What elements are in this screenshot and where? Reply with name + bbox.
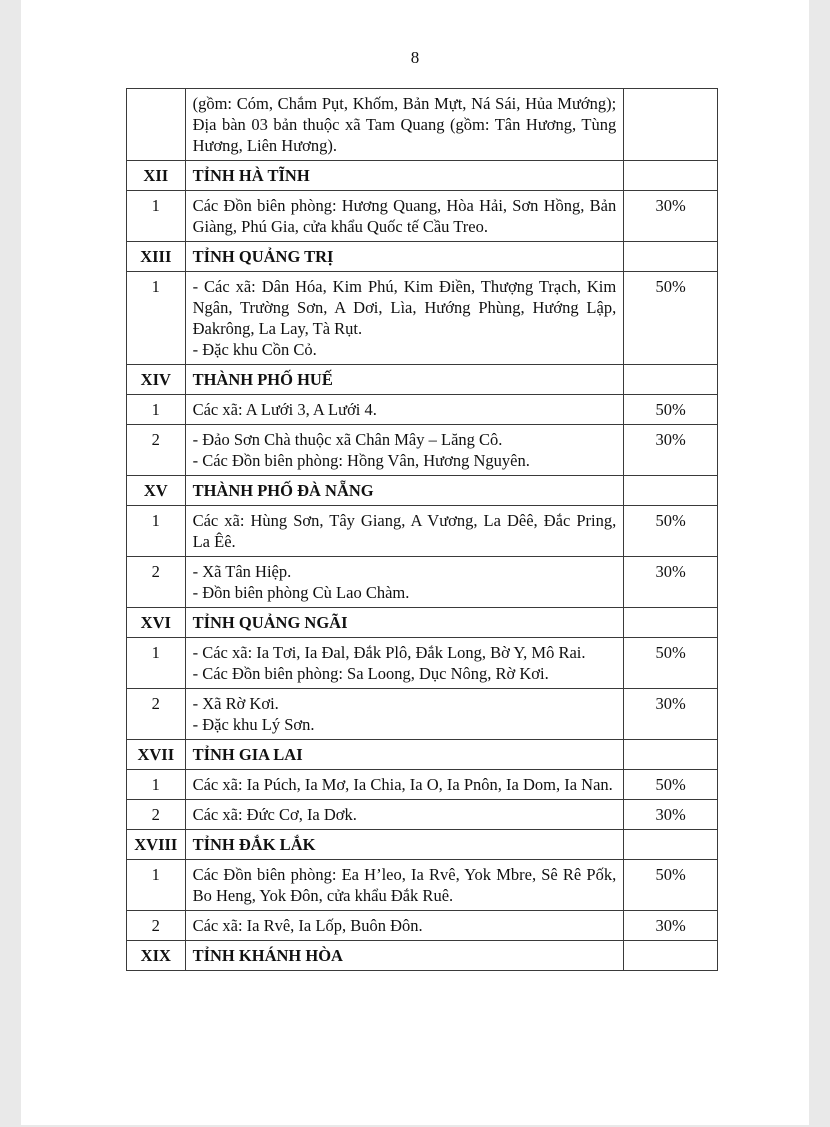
allowance-rate: 30% — [624, 689, 718, 740]
row-description — [185, 800, 624, 830]
table-row — [127, 506, 718, 557]
section-row — [127, 830, 718, 860]
row-number: 1 — [127, 191, 186, 242]
section-number: XII — [127, 161, 186, 191]
row-number — [127, 89, 186, 161]
row-description — [185, 272, 624, 365]
row-number: 2 — [127, 911, 186, 941]
row-description — [185, 638, 624, 689]
description-line: - Đặc khu Lý Sơn. — [192, 715, 315, 734]
table-row — [127, 89, 718, 161]
description-line: - Xã Rờ Kơi. — [192, 694, 279, 713]
row-description — [185, 689, 624, 740]
description-line: Các xã: Ia Púch, Ia Mơ, Ia Chia, Ia O, Ia Pnôn, Ia Dom, Ia Nan. — [192, 775, 613, 794]
row-number: 2 — [127, 557, 186, 608]
section-row — [127, 161, 718, 191]
row-number: 1 — [127, 272, 186, 365]
section-title: TỈNH KHÁNH HÒA — [185, 941, 624, 971]
section-title: TỈNH QUẢNG TRỊ — [185, 242, 624, 272]
row-description — [185, 425, 624, 476]
description-line: - Đặc khu Cồn Cỏ. — [192, 340, 317, 359]
viewer-frame-left — [0, 0, 21, 1127]
section-rate-cell — [624, 740, 718, 770]
section-title: TỈNH GIA LAI — [185, 740, 624, 770]
allowance-rate: 30% — [624, 557, 718, 608]
description-line: - Các xã: Ia Tơi, Ia Đal, Đắk Plô, Đắk Long, Bờ Y, Mô Rai. — [192, 643, 586, 662]
table-row — [127, 770, 718, 800]
description-line: Các Đồn biên phòng: Ea H’leo, Ia Rvê, Yok Mbre, Sê Rê Pốk, Bo Heng, Yok Đôn, cửa khẩu Đắk Ruê. — [192, 865, 617, 905]
description-line: Các xã: Ia Rvê, Ia Lốp, Buôn Đôn. — [192, 916, 423, 935]
allowance-rate: 50% — [624, 395, 718, 425]
allowance-rate: 30% — [624, 191, 718, 242]
description-line: - Các xã: Dân Hóa, Kim Phú, Kim Điền, Thượng Trạch, Kim Ngân, Trường Sơn, A Dơi, Lìa, Hướng Phùng, Hướng Lập, Đakrông, La Lay, Tà Rụt. — [192, 277, 617, 338]
section-rate-cell — [624, 830, 718, 860]
allowance-rate — [624, 89, 718, 161]
table-body — [127, 89, 718, 971]
description-line: - Đồn biên phòng Cù Lao Chàm. — [192, 583, 410, 602]
allowance-rate: 50% — [624, 506, 718, 557]
section-title: TỈNH ĐẮK LẮK — [185, 830, 624, 860]
description-line: - Các Đồn biên phòng: Sa Loong, Dục Nông, Rờ Kơi. — [192, 664, 549, 683]
description-line: - Các Đồn biên phòng: Hồng Vân, Hương Nguyên. — [192, 451, 530, 470]
row-number: 1 — [127, 770, 186, 800]
table-row — [127, 557, 718, 608]
table-row — [127, 860, 718, 911]
section-rate-cell — [624, 161, 718, 191]
section-number: XVI — [127, 608, 186, 638]
row-description — [185, 911, 624, 941]
table-row — [127, 638, 718, 689]
page-number: 8 — [410, 48, 420, 67]
table-row — [127, 272, 718, 365]
row-description — [185, 557, 624, 608]
section-title: THÀNH PHỐ HUẾ — [185, 365, 624, 395]
description-line: (gồm: Cóm, Chắm Pụt, Khốm, Bản Mựt, Ná Sái, Hủa Mướng); Địa bàn 03 bản thuộc xã Tam Quang (gồm: Tân Hương, Tùng Hương, Liên Hương). — [192, 94, 617, 155]
table-row — [127, 191, 718, 242]
section-row — [127, 608, 718, 638]
allowance-rate: 30% — [624, 425, 718, 476]
row-number: 2 — [127, 425, 186, 476]
section-rate-cell — [624, 365, 718, 395]
description-line: Các xã: Hùng Sơn, Tây Giang, A Vương, La Dêê, Đắc Pring, La Êê. — [192, 511, 617, 551]
section-row — [127, 941, 718, 971]
section-number: XVII — [127, 740, 186, 770]
allowance-rate: 50% — [624, 860, 718, 911]
section-title: TỈNH HÀ TĨNH — [185, 161, 624, 191]
section-row — [127, 740, 718, 770]
table-row — [127, 395, 718, 425]
allowance-rate: 30% — [624, 800, 718, 830]
allowance-rate: 50% — [624, 638, 718, 689]
section-title: TỈNH QUẢNG NGÃI — [185, 608, 624, 638]
allowance-table — [126, 88, 718, 971]
row-description — [185, 506, 624, 557]
section-row — [127, 476, 718, 506]
row-number: 1 — [127, 638, 186, 689]
section-rate-cell — [624, 242, 718, 272]
allowance-rate: 50% — [624, 272, 718, 365]
section-rate-cell — [624, 608, 718, 638]
row-number: 1 — [127, 506, 186, 557]
row-description — [185, 770, 624, 800]
row-number: 2 — [127, 800, 186, 830]
viewer-frame-right — [809, 0, 830, 1127]
allowance-rate: 50% — [624, 770, 718, 800]
row-description — [185, 860, 624, 911]
row-description — [185, 191, 624, 242]
section-rate-cell — [624, 941, 718, 971]
section-number: XIV — [127, 365, 186, 395]
section-number: XVIII — [127, 830, 186, 860]
row-number: 2 — [127, 689, 186, 740]
allowance-rate: 30% — [624, 911, 718, 941]
table-row — [127, 800, 718, 830]
table-row — [127, 689, 718, 740]
section-row — [127, 242, 718, 272]
table-row — [127, 911, 718, 941]
row-description — [185, 395, 624, 425]
description-line: Các Đồn biên phòng: Hương Quang, Hòa Hải, Sơn Hồng, Bản Giàng, Phú Gia, cửa khẩu Quốc tế Cầu Treo. — [192, 196, 617, 236]
section-number: XIII — [127, 242, 186, 272]
section-number: XV — [127, 476, 186, 506]
section-rate-cell — [624, 476, 718, 506]
section-row — [127, 365, 718, 395]
section-title: THÀNH PHỐ ĐÀ NẴNG — [185, 476, 624, 506]
description-line: - Xã Tân Hiệp. — [192, 562, 292, 581]
row-number: 1 — [127, 860, 186, 911]
description-line: - Đảo Sơn Chà thuộc xã Chân Mây – Lăng Cô. — [192, 430, 503, 449]
row-description — [185, 89, 624, 161]
table-row — [127, 425, 718, 476]
description-line: Các xã: A Lưới 3, A Lưới 4. — [192, 400, 377, 419]
description-line: Các xã: Đức Cơ, Ia Dơk. — [192, 805, 357, 824]
section-number: XIX — [127, 941, 186, 971]
row-number: 1 — [127, 395, 186, 425]
